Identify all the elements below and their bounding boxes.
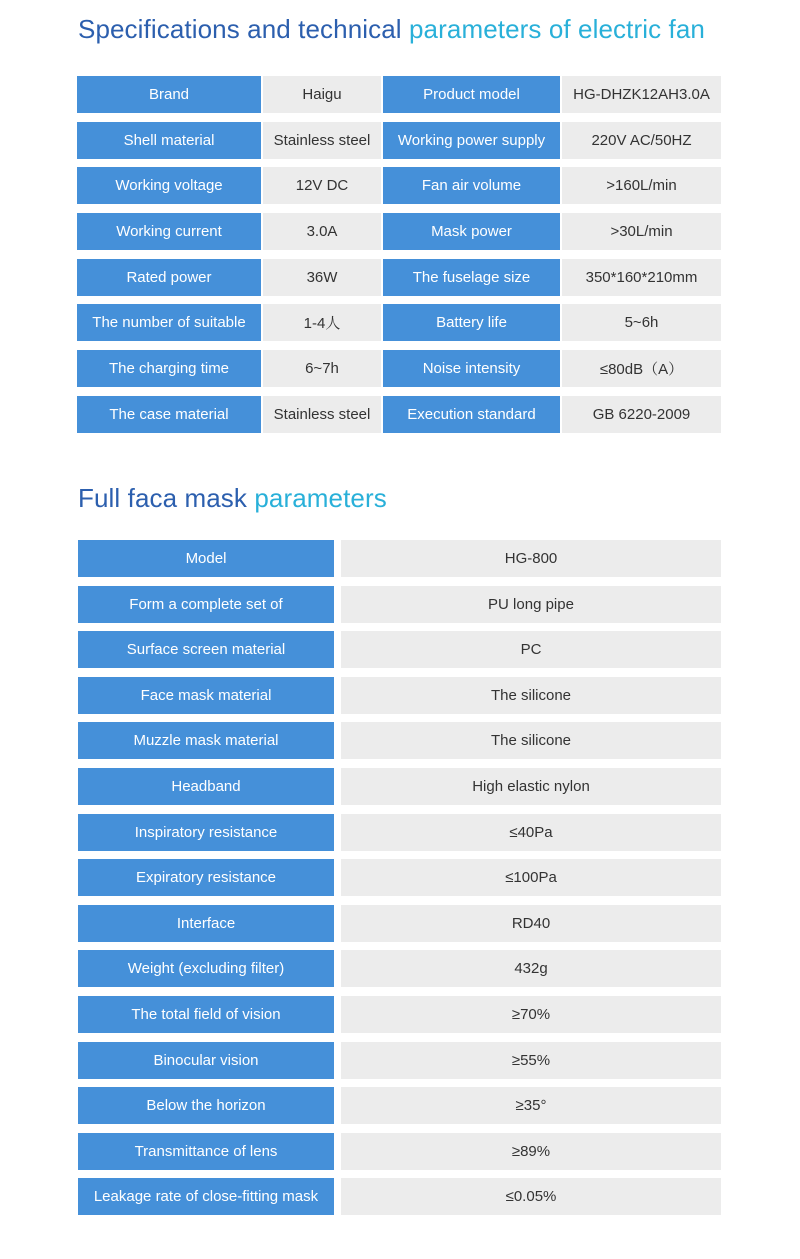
fan-spec-value: Stainless steel bbox=[263, 122, 381, 159]
mask-param-row bbox=[78, 814, 721, 851]
mask-param-row bbox=[78, 540, 721, 577]
fan-spec-label: Shell material bbox=[77, 122, 261, 159]
mask-param-row bbox=[78, 631, 721, 668]
mask-param-value: ≤0.05% bbox=[341, 1178, 721, 1215]
mask-param-value: PU long pipe bbox=[341, 586, 721, 623]
mask-param-row bbox=[78, 1178, 721, 1215]
mask-param-row bbox=[78, 996, 721, 1033]
fan-spec-label: The number of suitable bbox=[77, 304, 261, 341]
fan-spec-label: Fan air volume bbox=[383, 167, 560, 204]
fan-spec-label: The case material bbox=[77, 396, 261, 433]
mask-param-row bbox=[78, 722, 721, 759]
mask-param-label: Face mask material bbox=[78, 677, 334, 714]
mask-param-table bbox=[78, 540, 721, 1224]
mask-param-label: Below the horizon bbox=[78, 1087, 334, 1124]
fan-spec-value: HG-DHZK12AH3.0A bbox=[562, 76, 721, 113]
fan-spec-value: 3.0A bbox=[263, 213, 381, 250]
fan-spec-label: Brand bbox=[77, 76, 261, 113]
fan-spec-value: >30L/min bbox=[562, 213, 721, 250]
mask-param-label: Weight (excluding filter) bbox=[78, 950, 334, 987]
fan-spec-value: GB 6220-2009 bbox=[562, 396, 721, 433]
mask-param-label: Muzzle mask material bbox=[78, 722, 334, 759]
fan-spec-row bbox=[77, 259, 721, 296]
mask-param-row bbox=[78, 1133, 721, 1170]
fan-spec-label: The charging time bbox=[77, 350, 261, 387]
fan-spec-label: The fuselage size bbox=[383, 259, 560, 296]
fan-spec-table bbox=[77, 76, 721, 442]
fan-spec-value: 5~6h bbox=[562, 304, 721, 341]
fan-spec-value: Haigu bbox=[263, 76, 381, 113]
fan-spec-label: Battery life bbox=[383, 304, 560, 341]
mask-param-title bbox=[78, 483, 387, 513]
fan-spec-row bbox=[77, 396, 721, 433]
mask-param-value: ≤100Pa bbox=[341, 859, 721, 896]
fan-spec-label: Product model bbox=[383, 76, 560, 113]
fan-spec-label: Execution standard bbox=[383, 396, 560, 433]
mask-param-label: Binocular vision bbox=[78, 1042, 334, 1079]
mask-param-label: Form a complete set of bbox=[78, 586, 334, 623]
mask-param-value: The silicone bbox=[341, 677, 721, 714]
fan-spec-title-accent: parameters of electric fan bbox=[409, 14, 705, 44]
mask-param-value: 432g bbox=[341, 950, 721, 987]
fan-spec-row bbox=[77, 76, 721, 113]
mask-param-label: Surface screen material bbox=[78, 631, 334, 668]
fan-spec-label: Working voltage bbox=[77, 167, 261, 204]
mask-param-value: ≥35° bbox=[341, 1087, 721, 1124]
mask-param-value: The silicone bbox=[341, 722, 721, 759]
mask-param-row bbox=[78, 950, 721, 987]
mask-param-label: Headband bbox=[78, 768, 334, 805]
mask-param-value: ≤40Pa bbox=[341, 814, 721, 851]
fan-spec-value: Stainless steel bbox=[263, 396, 381, 433]
fan-spec-value: 350*160*210mm bbox=[562, 259, 721, 296]
mask-param-row bbox=[78, 586, 721, 623]
mask-param-label: Expiratory resistance bbox=[78, 859, 334, 896]
mask-param-row bbox=[78, 1042, 721, 1079]
fan-spec-value: ≤80dB（A） bbox=[562, 350, 721, 387]
mask-param-value: High elastic nylon bbox=[341, 768, 721, 805]
fan-spec-row bbox=[77, 350, 721, 387]
fan-spec-label: Rated power bbox=[77, 259, 261, 296]
mask-param-title-accent: parameters bbox=[254, 483, 387, 513]
fan-spec-row bbox=[77, 213, 721, 250]
fan-spec-label: Mask power bbox=[383, 213, 560, 250]
mask-param-label: Model bbox=[78, 540, 334, 577]
fan-spec-label: Working power supply bbox=[383, 122, 560, 159]
mask-param-label: Inspiratory resistance bbox=[78, 814, 334, 851]
mask-param-label: Interface bbox=[78, 905, 334, 942]
fan-spec-value: 36W bbox=[263, 259, 381, 296]
mask-param-value: ≥55% bbox=[341, 1042, 721, 1079]
mask-param-row bbox=[78, 677, 721, 714]
fan-spec-value: 6~7h bbox=[263, 350, 381, 387]
fan-spec-value: >160L/min bbox=[562, 167, 721, 204]
fan-spec-row bbox=[77, 167, 721, 204]
mask-param-label: The total field of vision bbox=[78, 996, 334, 1033]
mask-param-value: HG-800 bbox=[341, 540, 721, 577]
fan-spec-label: Working current bbox=[77, 213, 261, 250]
fan-spec-value: 1-4人 bbox=[263, 304, 381, 341]
fan-spec-title-primary: Specifications and technical bbox=[78, 14, 402, 44]
mask-param-value: ≥70% bbox=[341, 996, 721, 1033]
mask-param-label: Leakage rate of close-fitting mask bbox=[78, 1178, 334, 1215]
fan-spec-row bbox=[77, 122, 721, 159]
fan-spec-title bbox=[78, 14, 705, 44]
fan-spec-value: 220V AC/50HZ bbox=[562, 122, 721, 159]
mask-param-row bbox=[78, 905, 721, 942]
mask-param-value: PC bbox=[341, 631, 721, 668]
mask-param-value: RD40 bbox=[341, 905, 721, 942]
mask-param-row bbox=[78, 859, 721, 896]
mask-param-row bbox=[78, 768, 721, 805]
mask-param-value: ≥89% bbox=[341, 1133, 721, 1170]
mask-param-label: Transmittance of lens bbox=[78, 1133, 334, 1170]
fan-spec-label: Noise intensity bbox=[383, 350, 560, 387]
mask-param-row bbox=[78, 1087, 721, 1124]
mask-param-title-primary: Full faca mask bbox=[78, 483, 248, 513]
fan-spec-value: 12V DC bbox=[263, 167, 381, 204]
fan-spec-row bbox=[77, 304, 721, 341]
